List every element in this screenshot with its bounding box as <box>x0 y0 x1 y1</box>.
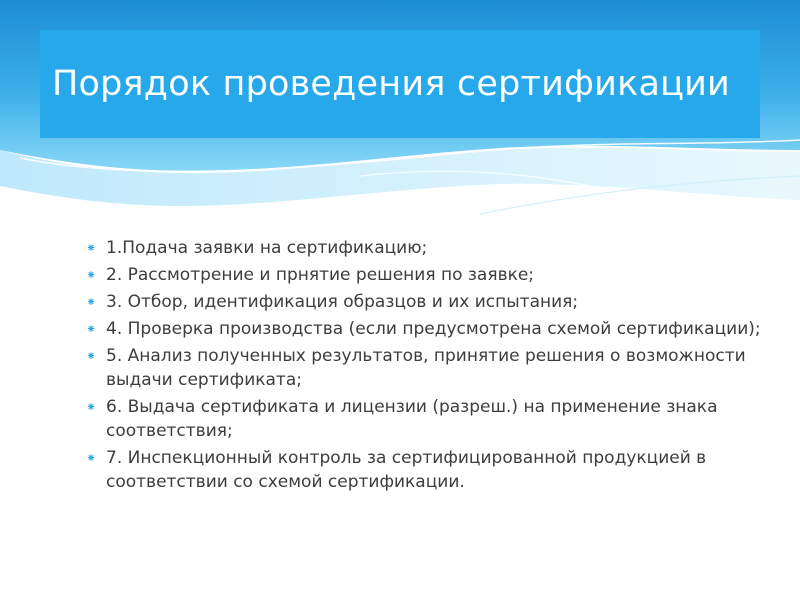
list-item-text: 3. Отбор, идентификация образцов и их испытания; <box>106 292 579 312</box>
bullet-icon: ⁕ <box>86 322 97 336</box>
list-item <box>86 344 766 392</box>
list-item-text: 1.Подача заявки на сертификацию; <box>106 238 428 258</box>
list-item-text: 4. Проверка производства (если предусмотрена схемой сертификации); <box>106 319 761 339</box>
list-item <box>86 290 766 314</box>
bullet-icon: ⁕ <box>86 295 97 309</box>
list-item-text: 7. Инспекционный контроль за сертифицированной продукцией в соответствии со схемой сертификации. <box>106 448 707 492</box>
list-item-text: 5. Анализ полученных результатов, принятие решения о возможности выдачи сертификата; <box>106 346 746 390</box>
bullet-icon: ⁕ <box>86 241 97 255</box>
list-item-text: 6. Выдача сертификата и лицензии (разреш.) на применение знака соответствия; <box>106 397 718 441</box>
bullet-list <box>86 236 766 497</box>
list-item <box>86 317 766 341</box>
list-item-text: 2. Рассмотрение и прнятие решения по заявке; <box>106 265 535 285</box>
title-banner <box>40 30 760 138</box>
list-item <box>86 236 766 260</box>
bullet-icon: ⁕ <box>86 451 97 465</box>
list-item <box>86 263 766 287</box>
list-item <box>86 395 766 443</box>
slide-title: Порядок проведения сертификации <box>52 64 731 104</box>
list-item <box>86 446 766 494</box>
bullet-icon: ⁕ <box>86 349 97 363</box>
bullet-icon: ⁕ <box>86 268 97 282</box>
bullet-icon: ⁕ <box>86 400 97 414</box>
